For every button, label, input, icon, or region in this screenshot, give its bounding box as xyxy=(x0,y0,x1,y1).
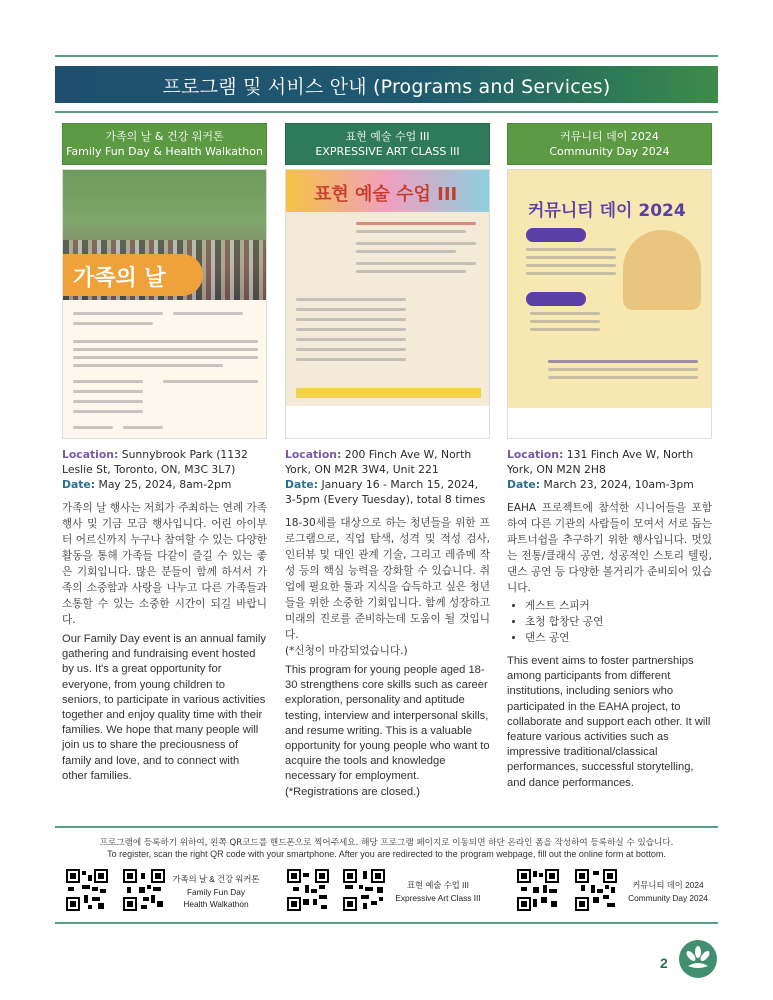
program-poster-image xyxy=(507,169,712,439)
footer-divider xyxy=(55,922,718,924)
program-header-ko: 표현 예술 수업 III xyxy=(345,130,430,143)
program-header xyxy=(507,123,712,165)
date-label: Date: xyxy=(507,478,541,491)
date-value: January 16 - March 15, 2024, 3-5pm (Every Tuesday), total 8 times xyxy=(285,478,486,506)
list-item: • 댄스 공연 xyxy=(525,630,712,646)
qr-code-icon[interactable] xyxy=(66,869,108,911)
poster-title-badge xyxy=(63,254,203,296)
program-poster-image xyxy=(62,169,267,439)
program-header-en: Community Day 2024 xyxy=(549,145,670,158)
location-label: Location: xyxy=(62,448,119,461)
location-value: 131 Finch Ave W, North York, ON M2N 2H8 xyxy=(507,448,694,476)
qr-caption-community-day: 커뮤니티 데이 2024 Community Day 2024 xyxy=(628,880,708,903)
program-poster-image xyxy=(285,169,490,439)
program-column-art-class xyxy=(285,123,490,800)
registration-closed-note-en: (*Registrations are closed.) xyxy=(285,785,420,798)
location-label: Location: xyxy=(285,448,342,461)
description-en: Our Family Day event is an annual family gathering and fundraising event hosted by us. It's a great opportunity for everyone, from young children to seniors, to participate in various activities together and enjoy quality time with their families. We hope that many people will join us to share the preciousness of family and love, and to connect with other families. xyxy=(62,633,266,782)
highlights-list xyxy=(525,598,712,646)
program-header-en: Family Fun Day & Health Walkathon xyxy=(66,145,263,158)
organization-logo-icon xyxy=(679,940,717,978)
qr-code-icon[interactable] xyxy=(287,869,329,911)
location-value: Sunnybrook Park (1132 Leslie St, Toronto, ON, M3C 3L7) xyxy=(62,448,248,476)
title-banner xyxy=(55,66,718,103)
qr-code-icon[interactable] xyxy=(343,869,385,911)
description-en: This program for young people aged 18-30 strengthens core skills such as career exploration, personality and aptitude testing, interview and interpersonal skills, and resume writing. This is a valuable opportunity for young people who want to acquire the tools and knowledge necessary for employment. xyxy=(285,664,490,783)
date-value: March 23, 2024, 10am-3pm xyxy=(543,478,694,491)
qr-caption-art-class: 표현 예술 수업 III Expressive Art Class III xyxy=(395,880,481,903)
description-en: This event aims to foster partnerships among participants from different institutions, including seniors who participated in the EAHA project, to collaborate and support each other. It will feature various activities such as impressive traditional/classical performances, successful storytelling, and dance performances. xyxy=(507,655,711,789)
program-meta xyxy=(285,447,490,507)
page-number: 2 xyxy=(660,955,668,971)
page-title: 프로그램 및 서비스 안내 (Programs and Services) xyxy=(162,76,611,98)
poster-title: 표현 예술 수업 III xyxy=(314,184,458,205)
list-item: • 초청 합창단 공연 xyxy=(525,614,712,630)
program-header xyxy=(285,123,490,165)
registration-instructions-en: To register, scan the right QR code with your smartphone. After you are redirected to the program webpage, fill out the online form at bottom. xyxy=(107,849,666,859)
registration-closed-note-ko: (*신청이 마감되었습니다.) xyxy=(285,645,408,657)
banner-divider xyxy=(55,111,718,113)
program-meta xyxy=(507,447,712,492)
qr-code-icon[interactable] xyxy=(123,869,165,911)
poster-title: 가족의 날 xyxy=(73,266,166,291)
qr-code-icon[interactable] xyxy=(575,869,617,911)
date-label: Date: xyxy=(62,478,96,491)
qr-caption-family-day: 가족의 날 & 건강 워커톤 Family Fun Day Health Walkathon xyxy=(172,874,260,909)
program-header-ko: 가족의 날 & 건강 워커톤 xyxy=(105,130,224,143)
program-header xyxy=(62,123,267,165)
program-column-family-day xyxy=(62,123,267,784)
bottom-divider xyxy=(55,826,718,828)
list-item: • 게스트 스피커 xyxy=(525,598,712,614)
qr-code-icon[interactable] xyxy=(517,869,559,911)
program-meta xyxy=(62,447,267,492)
location-label: Location: xyxy=(507,448,564,461)
description-ko: EAHA 프로젝트에 참석한 시니어들을 포함하여 다른 기관의 사람들이 모여서 서로 돕는 파트너쉽을 추구하기 위한 행사입니다. 멋있는 전통/클래식 공연, 성공적인 스토리 텔링, 댄스 공연 등 다양한 볼거리가 준비되어 있습니다. xyxy=(507,502,712,594)
registration-instructions-ko: 프로그램에 등록하기 위하여, 왼쪽 QR코드를 핸드폰으로 찍어주세요. 해당 프로그램 페이지로 이동되면 하단 온라인 폼을 작성하여 등록하실 수 있습니다. xyxy=(99,838,674,848)
description-ko: 가족의 날 행사는 저희가 주최하는 연례 가족 행사 및 기금 모금 행사입니다. 어린 아이부터 어르신까지 누구나 참여할 수 있는 다양한 활동을 통해 가족들 다같이 즐길 수 있는 좋은 기회입니다. 많은 분들이 함께 하셔서 가족의 소중함과 사랑을 나누고 다른 가족들과 소통할 수 있는 소중한 시간이 되길 바랍니다. xyxy=(62,502,267,626)
program-header-en: EXPRESSIVE ART CLASS III xyxy=(315,145,460,158)
date-value: May 25, 2024, 8am-2pm xyxy=(98,478,232,491)
poster-title: 커뮤니티 데이 2024 xyxy=(528,201,686,221)
date-label: Date: xyxy=(285,478,319,491)
location-value: 200 Finch Ave W, North York, ON M2R 3W4, Unit 221 xyxy=(285,448,472,476)
program-header-ko: 커뮤니티 데이 2024 xyxy=(560,130,659,143)
description-ko: 18-30세를 대상으로 하는 청년들을 위한 프로그램으로, 직업 탐색, 성격 및 적성 검사, 인터뷰 및 대인 관계 기술, 그리고 레쥬메 작성 등의 핵심 능력을 강화할 수 있습니다. 취업에 필요한 툴과 지식을 습득하고 싶은 청년들을 위한 소중한 기회입니다. 함께 성장하고 미래의 진로를 준비하는데 도움이 될 것입니다. xyxy=(285,517,490,641)
program-column-community-day xyxy=(507,123,712,791)
top-divider xyxy=(55,55,718,57)
